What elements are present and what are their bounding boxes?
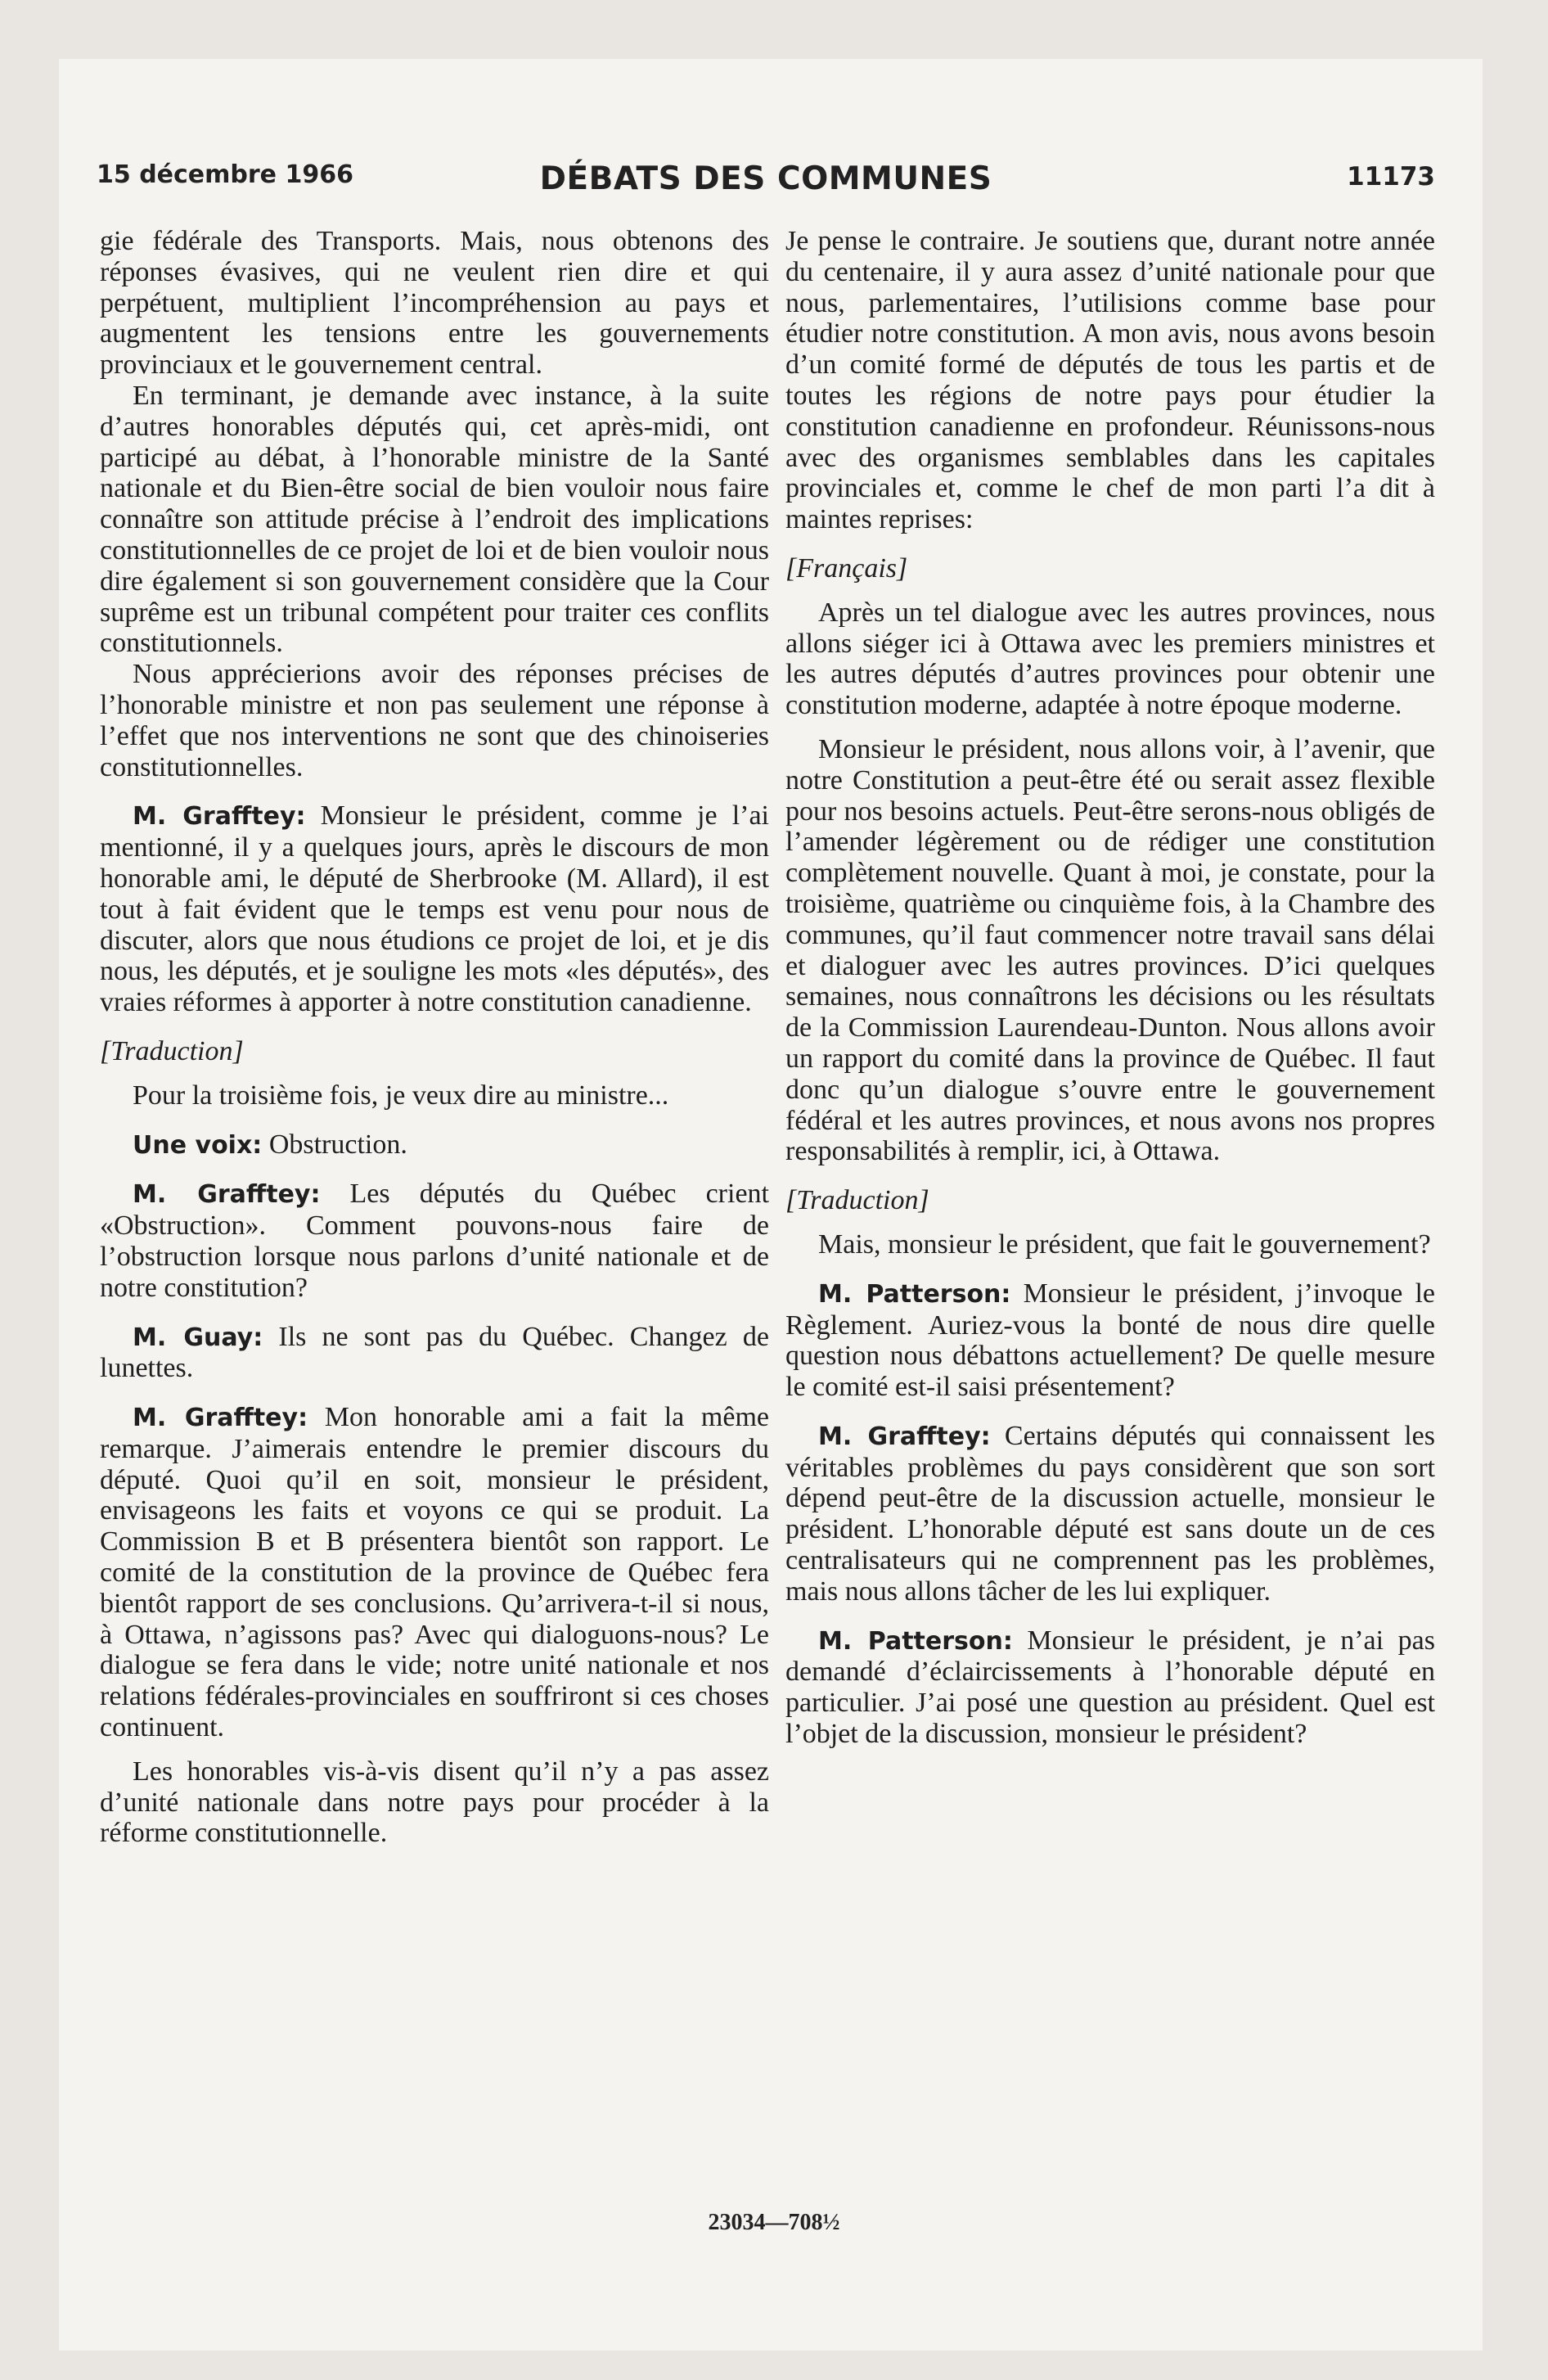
speaker-name: M. Patterson: xyxy=(818,1279,1011,1309)
right-column xyxy=(785,226,1435,1750)
header-date: 15 décembre 1966 xyxy=(97,160,353,189)
speech-text: Monsieur le président, comme je l’ai mentionné, il y a quelques jours, après le discours de mon honorable ami, le député de Sherbrooke (M. Allard), il est tout à fait évident que le temps est venu pour nous de discuter, alors que nous étudions ce projet de loi, et je dis nous, les députés, et je souligne les mots «les députés», des vraies réformes à apporter à notre constitution canadienne. xyxy=(100,800,769,1018)
language-tag-text: [Traduction] xyxy=(100,1035,244,1066)
speech-text: Mon honorable ami a fait la même remarque. J’aimerais entendre le premier discours du député. Quoi qu’il en soit, monsieur le président, envisageons les faits et voyons ce qui se produit. La Commission B et B présentera bientôt son rapport. Le comité de la constitution de la province de Québec fera bientôt rapport de ses conclusions. Qu’arrivera-t-il si nous, à Ottawa, n’agissons pas? Avec qui dialoguons-nous? Le dialogue se fera dans le vide; notre unité nationale et nos relations fédérales-provinciales en souffriront si ces choses continuent. xyxy=(100,1402,769,1743)
printer-signature: 23034—708½ xyxy=(708,2210,840,2235)
speech-text: Monsieur le président, je n’ai pas demandé d’éclaircissements à l’honorable député en particulier. J’ai posé une question au président. Quel est l’objet de la discussion, monsieur le président? xyxy=(785,1625,1435,1750)
header-title: DÉBATS DES COMMUNES xyxy=(539,160,992,197)
speaker-name: M. Patterson: xyxy=(818,1626,1013,1656)
speech-text: Monsieur le président, j’invoque le Règlement. Auriez-vous la bonté de nous dire quelle question nous débattons actuellement? De quelle mesure le comité est-il saisi présentement? xyxy=(785,1278,1435,1403)
language-tag xyxy=(100,1036,769,1067)
paragraph: Monsieur le président, nous allons voir, à l’avenir, que notre Constitution a peut-être été ou serait assez flexible pour nos besoins actuels. Peut-être serons-nous obligés de l’amender légèrement ou de rédiger une constitution complètement nouvelle. Quant à moi, je constate, pour la troisième, quatrième ou cinquième fois, à la Chambre des communes, qu’il faut commencer notre travail sans délai et dialoguer avec les autres provinces. D’ici quelques semaines, nous connaîtrons les décisions ou les résultats de la Commission Laurendeau-Dunton. Nous allons avoir un rapport du comité dans la province de Québec. Il faut donc qu’un dialogue s’ouvre entre le gouvernement fédéral et les autres provinces, et nous avons nos propres responsabilités à remplir, ici, à Ottawa. xyxy=(785,733,1435,1167)
speech-text: Ils ne sont pas du Québec. Changez de lunettes. xyxy=(100,1321,769,1384)
paragraph: Pour la troisième fois, je veux dire au ministre... xyxy=(133,1080,669,1111)
language-tag-text: [Français] xyxy=(785,552,908,584)
paragraph: En terminant, je demande avec instance, à la suite d’autres honorables députés qui, cet après-midi, ont participé au débat, à l’honorable ministre de la Santé nationale et du Bien-être social de bien vouloir nous faire connaître son attitude précise à l’endroit des implications constitutionnelles de ce projet de loi et de bien vouloir nous dire également si son gouvernement considère que la Cour suprême est un tribunal compétent pour traiter ces conflits constitutionnels. xyxy=(100,380,769,659)
speaker-name: M. Grafftey: xyxy=(133,802,306,832)
speech-paragraph xyxy=(785,1278,1435,1403)
paragraph: Mais, monsieur le président, que fait le gouvernement? xyxy=(818,1228,1431,1260)
speech-text: Les députés du Québec crient «Obstruction». Comment pouvons-nous faire de l’obstruction lorsque nous parlons d’unité nationale et de notre constitution? xyxy=(100,1179,769,1303)
speaker-name: Une voix: xyxy=(133,1130,263,1160)
speaker-name: M. Grafftey: xyxy=(818,1422,991,1451)
speaker-name: M. Grafftey: xyxy=(133,1180,321,1210)
left-column xyxy=(100,226,769,1849)
paragraph: gie fédérale des Transports. Mais, nous obtenons des réponses évasives, qui ne veulent rien dire et qui perpétuent, multiplient l’incompréhension au pays et augmentent les tensions entre les gouvernements provinciaux et le gouvernement central. xyxy=(100,226,769,381)
speaker-name: M. Grafftey: xyxy=(133,1404,308,1433)
language-tag xyxy=(785,553,1435,584)
speaker-name: M. Guay: xyxy=(133,1323,263,1352)
language-tag xyxy=(785,1185,1435,1216)
speech-paragraph xyxy=(785,1625,1435,1750)
paragraph: Je pense le contraire. Je soutiens que, durant notre année du centenaire, il y aura assez d’unité nationale pour que nous, parlementaires, l’utilisions comme base pour étudier notre constitution. A mon avis, nous avons besoin d’un comité formé de députés de tous les partis et de toutes les régions de notre pays pour étudier la constitution canadienne en profondeur. Réunissons-nous avec des organismes semblables dans les capitales provinciales et, comme le chef de mon parti l’a dit à maintes reprises: xyxy=(785,226,1435,535)
page-number: 11173 xyxy=(1347,162,1435,192)
speech-paragraph xyxy=(100,800,769,1018)
speech-text: Obstruction. xyxy=(262,1129,407,1160)
speech-paragraph xyxy=(100,1129,769,1161)
speech-paragraph xyxy=(100,1322,769,1385)
paragraph: Nous apprécierions avoir des réponses précises de l’honorable ministre et non pas seulement une réponse à l’effet que nos interventions ne sont que des chinoiseries constitutionnelles. xyxy=(100,659,769,782)
speech-paragraph xyxy=(785,1421,1435,1607)
page-header xyxy=(97,160,1435,206)
speech-paragraph xyxy=(100,1402,769,1743)
language-tag-text: [Traduction] xyxy=(785,1185,929,1216)
paragraph: Après un tel dialogue avec les autres provinces, nous allons siéger ici à Ottawa avec les premiers ministres et les autres députés d’autres provinces pour obtenir une constitution moderne, adaptée à notre époque moderne. xyxy=(785,597,1435,721)
speech-text: Certains députés qui connaissent les véritables problèmes du pays considèrent que son sort dépend peut-être de la discussion actuelle, monsieur le président. L’honorable député est sans doute un de ces centralisateurs qui ne comprennent pas les problèmes, mais nous allons tâcher de les lui expliquer. xyxy=(785,1420,1435,1607)
speech-paragraph xyxy=(100,1179,769,1303)
paragraph: Les honorables vis-à-vis disent qu’il n’y a pas assez d’unité nationale dans notre pays pour procéder à la réforme constitutionnelle. xyxy=(100,1756,769,1849)
